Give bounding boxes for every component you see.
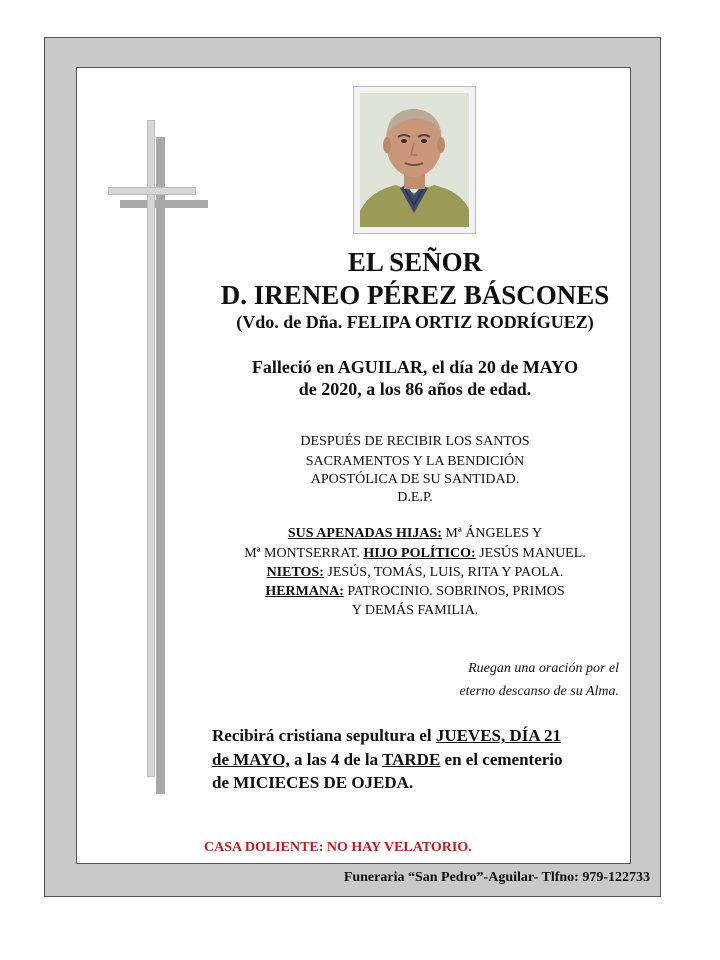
sister-name: PATROCINIO. SOBRINOS, PRIMOS xyxy=(343,584,565,599)
portrait-illustration xyxy=(360,93,469,227)
blessing-line-2: SACRAMENTOS Y LA BENDICIÓN xyxy=(305,454,525,469)
family-line-2 xyxy=(190,546,640,562)
title-honorific: EL SEÑOR xyxy=(347,247,483,277)
son-in-law-name: JESÚS MANUEL. xyxy=(475,546,586,561)
blessing-line-3: APOSTÓLICA DE SU SANTIDAD. xyxy=(310,472,520,487)
burial-place: de MICIECES DE OJEDA. xyxy=(212,773,414,792)
funeral-home-footer: Funeraria “San Pedro”-Aguilar- Tlfno: 979-122733 xyxy=(343,870,650,885)
cross-shadow-vertical xyxy=(156,137,165,794)
burial-text-3: en el cementerio xyxy=(440,750,563,769)
family-line-1 xyxy=(190,526,640,542)
burial-date: de MAYO, xyxy=(212,750,290,769)
grandchildren-names: JESÚS, TOMÁS, LUIS, RITA Y PAOLA. xyxy=(323,565,564,580)
family-line-3 xyxy=(190,565,640,581)
portrait-frame xyxy=(353,86,476,234)
burial-text-2: a las 4 de la xyxy=(289,750,383,769)
cross-vertical xyxy=(147,120,155,777)
burial-line-2 xyxy=(212,750,563,770)
portrait-photo xyxy=(360,93,469,227)
prayer-line-2: eterno descanso de su Alma. xyxy=(459,684,619,699)
family-line-4 xyxy=(190,584,640,600)
burial-day: JUEVES, DÍA 21 xyxy=(435,726,561,745)
spouse-line: (Vdo. de Dña. FELIPA ORTIZ RODRÍGUEZ) xyxy=(236,312,594,332)
family-line-5: Y DEMÁS FAMILIA. xyxy=(351,603,479,618)
death-line-2: de 2020, a los 86 años de edad. xyxy=(298,379,532,399)
grandchildren-label: NIETOS: xyxy=(266,565,324,580)
cross-shadow-horizontal xyxy=(120,200,208,208)
daughters-names-a: Mª ÁNGELES Y xyxy=(441,526,543,541)
cross-horizontal xyxy=(108,187,196,195)
house-notice: CASA DOLIENTE: NO HAY VELATORIO. xyxy=(204,840,472,855)
death-line-1: Falleció en AGUILAR, el día 20 de MAYO xyxy=(251,357,579,377)
sister-label: HERMANA: xyxy=(265,584,344,599)
blessing-line-1: DESPUÉS DE RECIBIR LOS SANTOS xyxy=(300,434,530,449)
burial-text-1: Recibirá cristiana sepultura el xyxy=(212,726,436,745)
daughters-label: SUS APENADAS HIJAS: xyxy=(287,526,442,541)
burial-line-1 xyxy=(212,726,561,746)
rip-line: D.E.P. xyxy=(397,490,433,505)
son-in-law-label: HIJO POLÍTICO: xyxy=(363,546,476,561)
prayer-line-1: Ruegan una oración por el xyxy=(468,661,619,676)
deceased-name: D. IRENEO PÉREZ BÁSCONES xyxy=(220,280,610,310)
burial-time: TARDE xyxy=(382,750,441,769)
daughters-names-b: Mª MONTSERRAT. xyxy=(244,546,364,561)
